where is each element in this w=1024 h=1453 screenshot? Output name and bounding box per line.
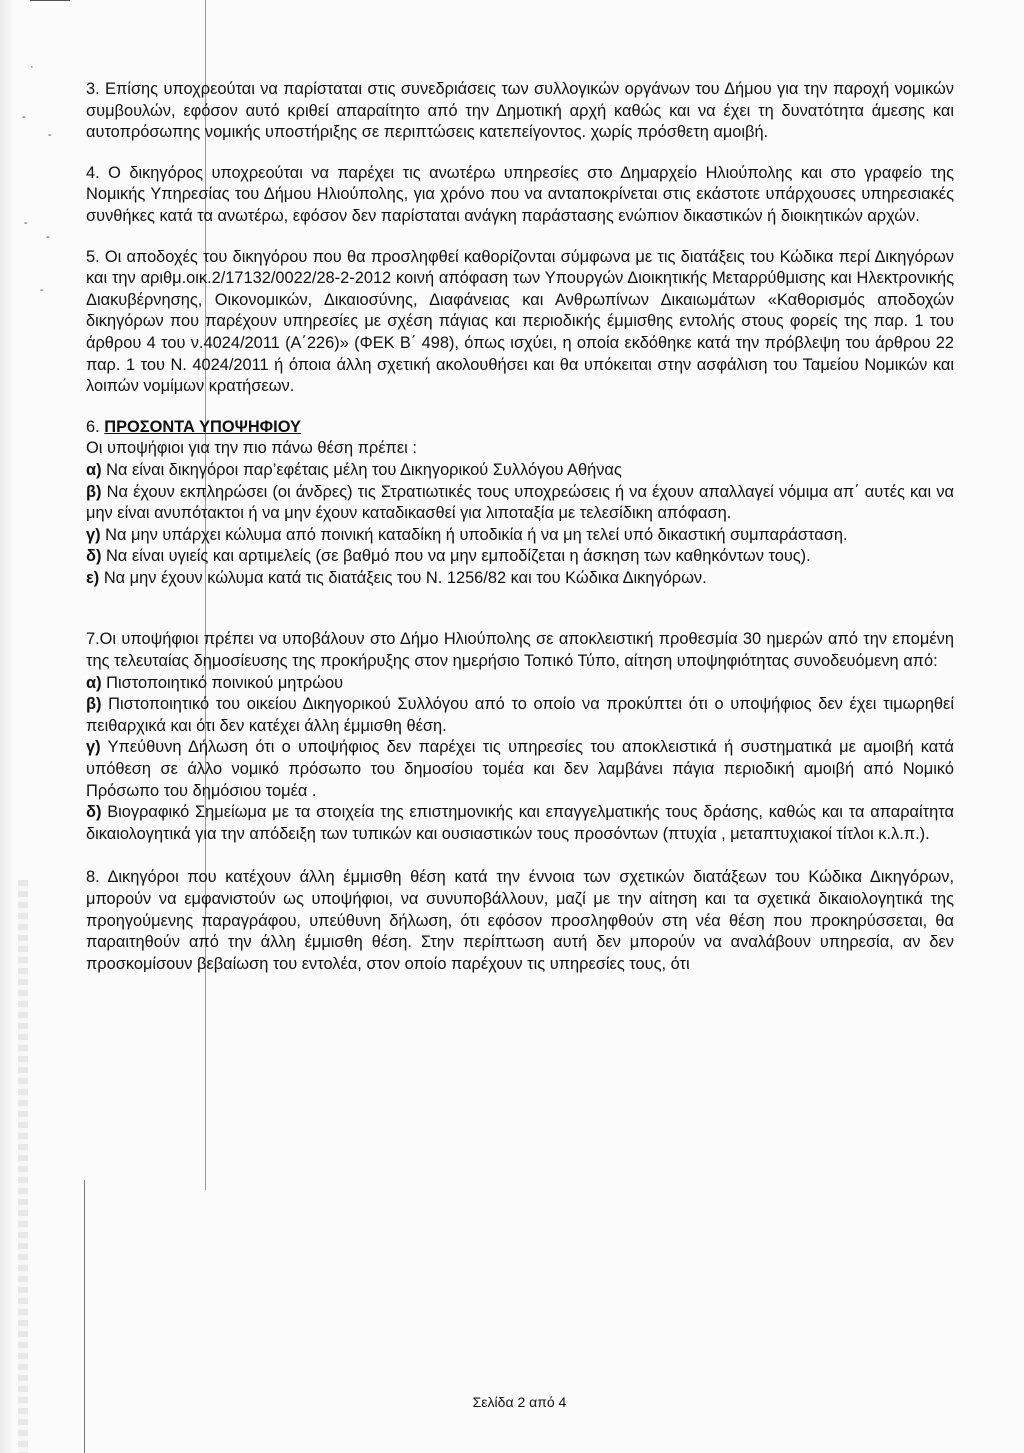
punch-mark-icon: - [40,284,44,296]
item-label: α) [86,460,102,479]
punch-mark-icon: - [24,217,28,229]
item-text: Να είναι δικηγόροι παρ’εφέταις μέλη του Δικηγορικού Συλλόγου Αθήνας [106,460,622,479]
section-spacer [86,589,954,629]
item-text: Να είναι υγιείς και αρτιμελείς (σε βαθμό που να μην εμποδίζεται η άσκηση των καθηκόντων τους). [105,547,811,566]
item-text: Πιστοποιητικό του οικείου Δικηγορικού Συλλόγου από το οποίο να προκύπτει ότι ο υποψήφιος δεν έχει τιμωρηθεί πειθαρχικά και ότι δεν κατέχει άλλη έμμισθη θέση. [86,695,954,735]
item-label: ε) [86,568,100,587]
item-text: Να μην έχουν κώλυμα κατά τις διατάξεις του Ν. 1256/82 και του Κώδικα Δικηγόρων. [103,568,707,587]
list-item [86,460,954,482]
item-text: Να έχουν εκπληρώσει (οι άνδρες) τις Στρατιωτικές τους υποχρεώσεις ή να έχουν απαλλαγεί νόμιμα απ΄ αυτές και να μην είναι ανυπότακτοι ή να μην έχουν καταδικασθεί για λιποταξία με τελεσίδικη απόφαση. [86,482,954,523]
item-label: δ) [86,803,102,822]
item-label: α) [86,673,102,692]
section-7-application [86,629,954,845]
list-item [86,737,954,802]
item-text: Να μην υπάρχει κώλυμα από ποινική καταδίκη ή υποδικία ή να μη τελεί υπό δικαστική συμπαράσταση. [105,525,848,544]
punch-mark-icon: - [48,129,52,141]
item-label: δ) [86,547,102,566]
list-item [86,568,954,590]
item-text: Βιογραφικό Σημείωμα με τα στοιχεία της επιστημονικής και επαγγελματικής τους δράσης, καθώς και τα απαραίτητα δικαιολογητικά για την απόδειξη των τυπικών και ουσιαστικών τους προσόντων (πτυχία , μεταπτυχιακοί τίτλοι κ.λ.π.). [86,803,954,843]
item-text: Υπεύθυνη Δήλωση ότι ο υποψήφιος δεν παρέχει τις υπηρεσίες του αποκλειστικά ή συστηματικά με αμοιβή κατά υπόθεση σε άλλο νομικό πρόσωπο του δημοσίου τομέα και δεν λαμβάνει πάγια περιοδική αμοιβή από Νομικό Πρόσωπο του δημόσιου τομέα . [86,738,954,800]
punch-mark-icon: - [46,231,50,243]
section-6-heading [86,417,954,439]
item-label: γ) [86,525,101,544]
list-item [86,482,954,525]
list-item [86,546,954,568]
scan-margin-line [84,1180,85,1453]
list-item [86,525,954,547]
section-6-qualifications [86,417,954,590]
item-label: γ) [86,738,101,757]
section-6-title: ΠΡΟΣΟΝΤΑ ΥΠΟΨΗΦΙΟΥ [104,417,301,436]
item-label: β) [86,482,102,501]
paragraph-3: 3. Επίσης υποχρεούται να παρίσταται στις συνεδριάσεις των συλλογικών οργάνων του Δήμου για την παροχή νομικών συμβουλών, εφόσον αυτό κριθεί απαραίτητο από την Δημοτική αρχή καθώς και να έχει τη δυνατότητα άμεσης και αυτοπρόσωπης νομικής υποστήριξης σε περιπτώσεις κατεπείγοντος. χωρίς πρόσθετη αμοιβή. [86,80,954,142]
scan-binding-strip [18,880,28,1453]
document-body [86,79,954,975]
punch-mark-icon: · [30,61,34,73]
item-label: β) [86,695,102,714]
section-7-intro: 7.Οι υποψήφιοι πρέπει να υποβάλουν στο Δήμο Ηλιούπολης σε αποκλειστική προθεσμία 30 ημερών από την επομένη της τελευταίας δημοσίευσης της προκήρυξης στον ημερήσιο Τοπικό Τύπο, αίτηση υποψηφιότητας συνοδευόμενη από: [86,630,954,671]
paragraph-5: 5. Οι αποδοχές του δικηγόρου που θα προσληφθεί καθορίζονται σύμφωνα με τις διατάξεις του Κώδικα περί Δικηγόρων και την αριθμ.οικ.2/17132/0022/28-2-2012 κοινή απόφαση των Υπουργών Διοικητικής Μεταρρύθμισης και Ηλεκτρονικής Διακυβέρνησης, Οικονομικών, Δικαιοσύνης, Διαφάνειας και Ανθρωπίνων Δικαιωμάτων «Καθορισμός αποδοχών δικηγόρων που παρέχουν υπηρεσίες με σχέση πάγιας και περιοδικής έμμισθης εντολής στους φορείς της παρ. 1 του άρθρου 4 του ν.4024/2011 (Α΄226)» (ΦΕΚ Β΄ 498), όπως ισχύει, η οποία εκδόθηκε κατά την πρόβλεψη του άρθρου 22 παρ. 1 του Ν. 4024/2011 ή όποια άλλη σχετική ακολουθήσει και θα υπόκειται στην ασφάλιση του Ταμείου Νομικών και λοιπών νομίμων κρατήσεων. [86,247,954,396]
section-spacer [86,845,954,867]
page-number-footer: Σελίδα 2 από 4 [472,1394,567,1410]
section-6-number: 6. [86,417,100,436]
item-text: Πιστοποιητικό ποινικού μητρώου [106,673,344,692]
punch-mark-icon: - [22,111,26,123]
list-item [86,802,954,845]
list-item [86,694,954,737]
scan-top-mark [30,0,70,1]
list-item [86,673,954,695]
scan-edge-shadow [0,0,14,1453]
paragraph-4: 4. Ο δικηγόρος υποχρεούται να παρέχει τις ανωτέρω υπηρεσίες στο Δημαρχείο Ηλιούπολης και στο γραφείο της Νομικής Υπηρεσίας του Δήμου Ηλιούπολης, για χρόνο που να ανταποκρίνεται στις εκάστοτε υπάρχουσες υπηρεσιακές συνθήκες κατά τα ανωτέρω, εφόσον δεν παρίσταται ανάγκη παράστασης ενώπιον δικαστικών ή διοικητικών αρχών. [86,163,954,225]
paragraph-8: 8. Δικηγόροι που κατέχουν άλλη έμμισθη θέση κατά την έννοια των σχετικών διατάξεων του Κώδικα Δικηγόρων, μπορούν να εμφανιστούν ως υποψήφιοι, να συνυποβάλλουν, μαζί με την αίτηση και τα σχετικά δικαιολογητικά της προηγούμενης παραγράφου, υπεύθυνη δήλωση, ότι εφόσον προσληφθούν στη νέα θέση που προκηρύσσεται, θα παραιτηθούν από την άλλη έμμισθη θέση. Στην περίπτωση αυτή δεν μπορούν να αναλάβουν υπηρεσία, αν δεν προσκομίσουν βεβαίωση του εντολέα, στον οποίο παρέχουν τις υπηρεσίες τους, ότι [86,868,954,973]
section-6-intro: Οι υποψήφιοι για την πιο πάνω θέση πρέπει : [86,439,417,458]
